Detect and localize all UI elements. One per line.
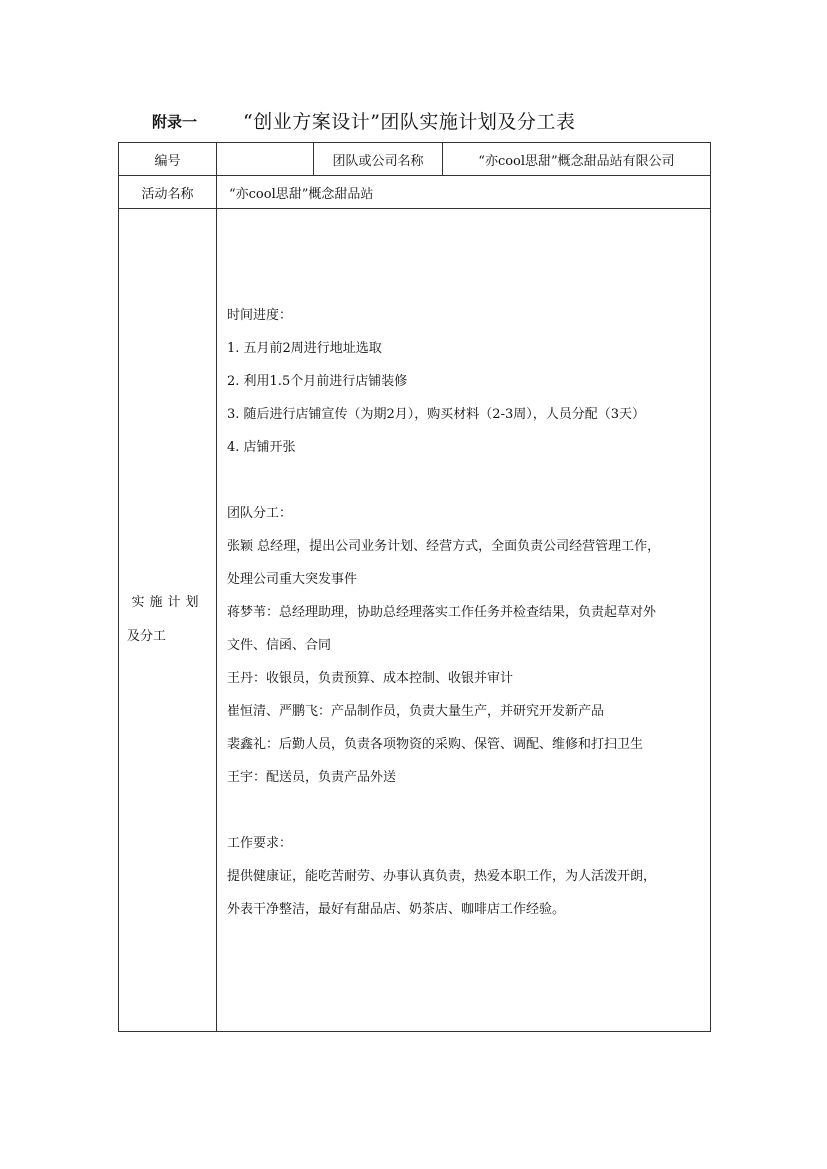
division-line: 张颖 总经理，提出公司业务计划、经营方式，全面负责公司经营管理工作， (227, 539, 661, 554)
schedule-heading: 时间进度： (227, 308, 293, 323)
table-row-number (119, 143, 711, 176)
schedule-item: 4. 店铺开张 (227, 440, 296, 455)
division-heading: 团队分工： (227, 506, 293, 521)
schedule-item: 2. 利用1.5个月前进行店铺装修 (227, 374, 408, 389)
division-line: 王丹：收银员，负责预算、成本控制、收银并审计 (227, 671, 514, 686)
division-line: 裴鑫礼：后勤人员，负责各项物资的采购、保管、调配、维修和打扫卫生 (227, 737, 644, 752)
requirements-line: 提供健康证，能吃苦耐劳、办事认真负责，热爱本职工作，为人活泼开朗， (227, 869, 657, 884)
appendix-label: 附录一 (152, 113, 198, 131)
number-label: 编号 (119, 143, 217, 176)
team-name-value: “亦cool思甜”概念甜品站有限公司 (443, 143, 711, 176)
division-line: 文件、信函、合同 (227, 638, 332, 653)
plan-content (217, 209, 711, 1032)
table-row-activity (119, 176, 711, 209)
activity-label: 活动名称 (119, 176, 217, 209)
page-header (0, 108, 827, 136)
division-line: 崔恒清、严鹏飞：产品制作员，负责大量生产，并研究开发新产品 (227, 704, 605, 719)
table-row-plan (119, 209, 711, 1032)
schedule-item: 3. 随后进行店铺宣传（为期2月），购买材料（2-3周），人员分配（3天） (227, 407, 646, 422)
requirements-line: 外表干净整洁，最好有甜品店、奶茶店、咖啡店工作经验。 (227, 902, 566, 917)
schedule-item: 1. 五月前2周进行地址选取 (227, 341, 382, 356)
plan-table (118, 142, 711, 1032)
team-name-label: 团队或公司名称 (314, 143, 443, 176)
page-title: “创业方案设计”团队实施计划及分工表 (243, 111, 576, 133)
division-line: 处理公司重大突发事件 (227, 572, 358, 587)
division-line: 蒋梦苇：总经理助理，协助总经理落实工作任务并检查结果，负责起草对外 (227, 605, 657, 620)
activity-value: “亦cool思甜”概念甜品站 (217, 176, 711, 209)
division-line: 王宇：配送员，负责产品外送 (227, 770, 397, 785)
requirements-heading: 工作要求： (227, 836, 293, 851)
plan-label-line2: 及分工 (127, 629, 167, 644)
plan-label (119, 209, 217, 1032)
number-value (217, 143, 314, 176)
plan-label-line1: 实施计划 (131, 595, 204, 610)
